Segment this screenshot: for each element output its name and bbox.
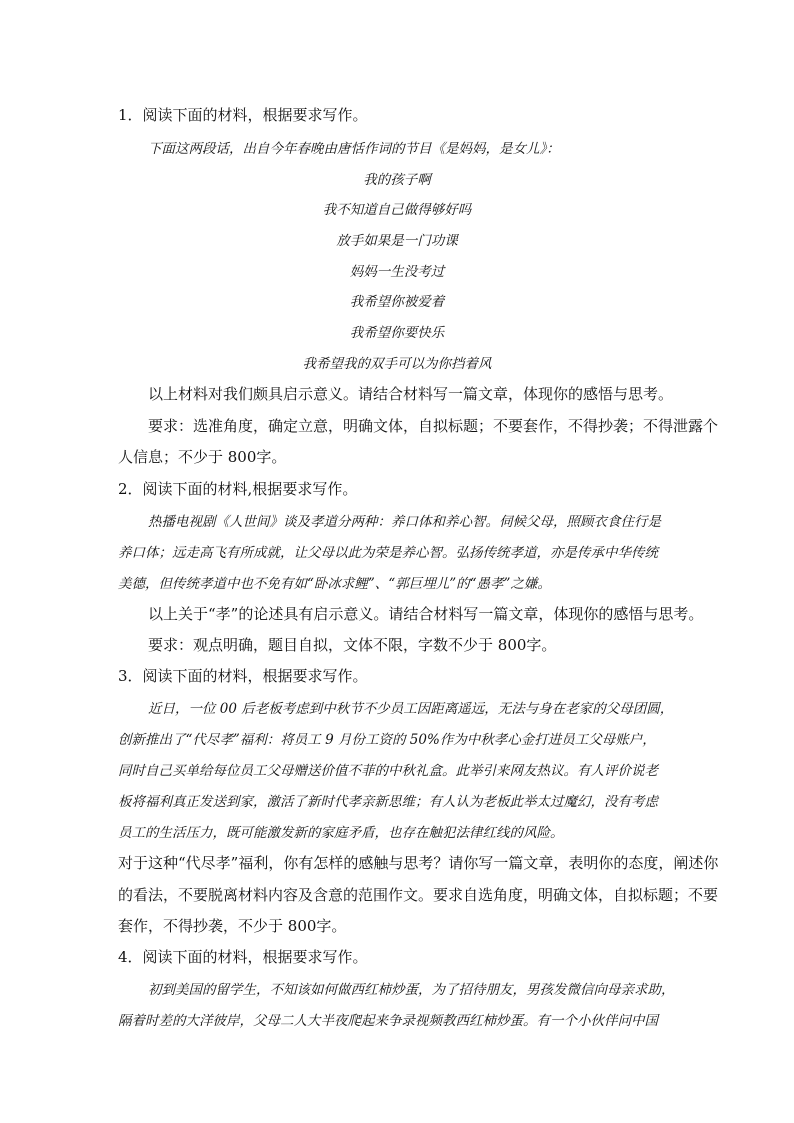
q1-lyric: 我不知道自己做得够好吗 bbox=[322, 202, 472, 218]
q3-paragraph-line: 板将福利真正发送到家，激活了新时代孝亲新思维；有人认为老板此举太过魔幻，没有考虑 bbox=[118, 794, 658, 810]
q3-paragraph-line: 创新推出了“代尽孝”福利：将员工 9 月份工资的 50%作为中秋孝心金打进员工父母账户， bbox=[118, 732, 656, 748]
q1-lyric: 我希望你被爱着 bbox=[349, 294, 445, 310]
q1-lyric: 我希望你要快乐 bbox=[349, 325, 445, 341]
q3-task-line: 对于这种“代尽孝”福利，你有怎样的感触与思考？请你写一篇文章，表明你的态度，阐述你 bbox=[118, 854, 719, 872]
q1-heading: 1．阅读下面的材料，根据要求写作。 bbox=[118, 106, 368, 124]
q3-heading: 3．阅读下面的材料，根据要求写作。 bbox=[118, 667, 368, 685]
q4-paragraph-line: 隔着时差的大洋彼岸，父母二人大半夜爬起来争录视频教西红柿炒蛋。有一个小伙伴问中国 bbox=[118, 1013, 658, 1029]
q2-paragraph-line: 美德，但传统孝道中也不免有如“卧冰求鲤”、“郭巨埋儿”的“愚孝”之嫌。 bbox=[118, 576, 551, 592]
q2-requirement: 要求：观点明确，题目自拟，文体不限，字数不少于 800字。 bbox=[148, 636, 557, 654]
q1-intro: 下面这两段话，出自今年春晚由唐恬作词的节目《是妈妈，是女儿》： bbox=[148, 141, 560, 157]
q3-task-line: 套作，不得抄袭，不少于 800字。 bbox=[118, 917, 347, 935]
q4-paragraph-line: 初到美国的留学生，不知该如何做西红柿炒蛋，为了招待朋友，男孩发微信向母亲求助， bbox=[148, 982, 675, 998]
q3-task-line: 的看法，不要脱离材料内容及含意的范围作文。要求自选角度，明确文体，自拟标题；不要 bbox=[118, 886, 719, 904]
q1-lyric: 妈妈一生没考过 bbox=[349, 264, 445, 280]
q1-lyric: 我希望我的双手可以为你挡着风 bbox=[302, 356, 492, 372]
q1-lyric: 放手如果是一门功课 bbox=[336, 233, 458, 249]
q3-paragraph-line: 同时自己买单给每位员工父母赠送价值不菲的中秋礼盒。此举引来网友热议。有人评价说老 bbox=[118, 763, 658, 779]
q1-requirement: 要求：选准角度，确定立意，明确文体，自拟标题；不要套作，不得抄袭；不得泄露个 bbox=[148, 417, 719, 435]
q1-requirement-cont: 人信息；不少于 800字。 bbox=[118, 448, 287, 466]
q1-lyric: 我的孩子啊 bbox=[363, 172, 431, 188]
q2-heading: 2．阅读下面的材料,根据要求写作。 bbox=[118, 480, 358, 498]
q2-paragraph-line: 热播电视剧《人世间》谈及孝道分两种：养口体和养心智。伺候父母，照顾衣食住行是 bbox=[148, 514, 661, 530]
q3-paragraph-line: 近日，一位 00 后老板考虑到中秋节不少员工因距离遥远，无法与身在老家的父母团圆， bbox=[148, 701, 674, 717]
q2-paragraph-line: 养口体；远走高飞有所成就，让父母以此为荣是养心智。弘扬传统孝道，亦是传承中华传统 bbox=[118, 545, 658, 561]
q2-task: 以上关于“孝”的论述具有启示意义。请结合材料写一篇文章，体现你的感悟与思考。 bbox=[148, 605, 704, 623]
q4-heading: 4．阅读下面的材料，根据要求写作。 bbox=[118, 948, 368, 966]
q1-task: 以上材料对我们颇具启示意义。请结合材料写一篇文章，体现你的感悟与思考。 bbox=[148, 385, 674, 403]
q3-paragraph-line: 员工的生活压力，既可能激发新的家庭矛盾，也存在触犯法律红线的风险。 bbox=[118, 825, 564, 841]
